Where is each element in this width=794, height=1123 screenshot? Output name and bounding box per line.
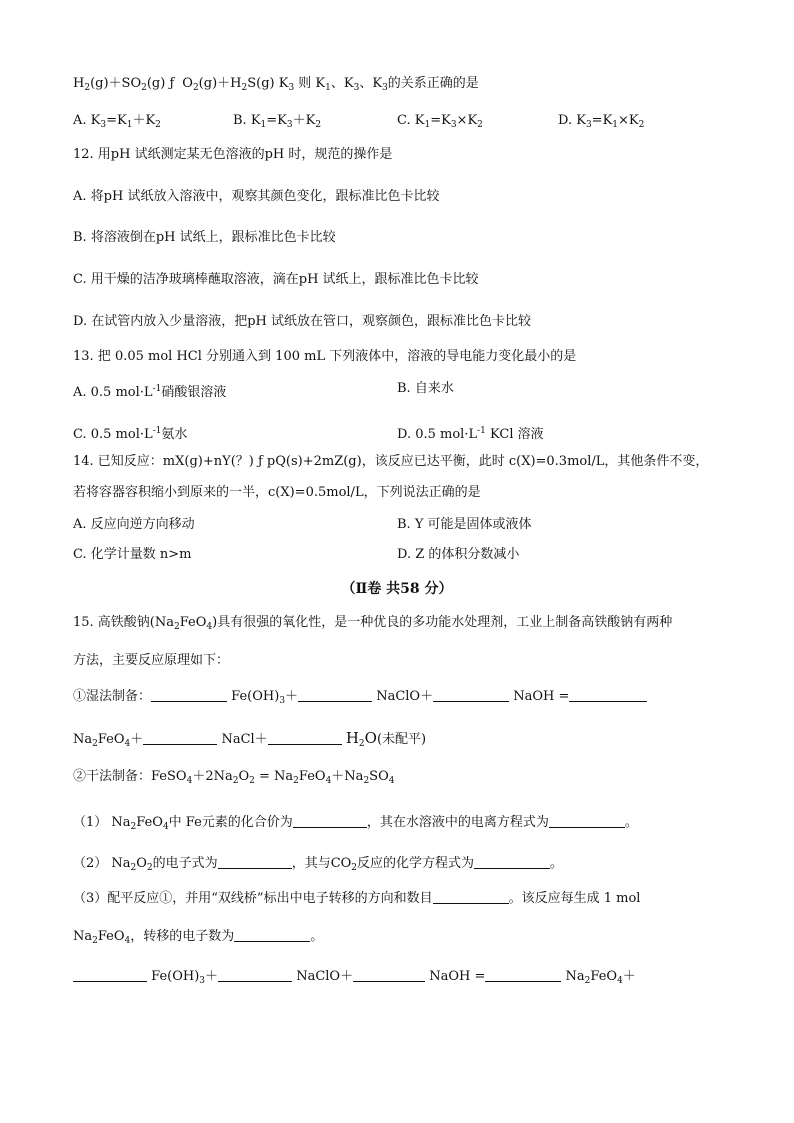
text: (g)＋H — [198, 76, 242, 91]
text: O — [136, 856, 147, 871]
text: =K — [591, 113, 613, 128]
subscript: 4 — [124, 739, 131, 749]
q14-stem-line2: 若将容器容积缩小到原来的一半，c(X)=0.5mol/L，下列说法正确的是 — [73, 485, 481, 500]
subscript: 2 — [146, 863, 153, 873]
subscript: 3 — [450, 120, 457, 130]
subscript: 2 — [174, 622, 180, 632]
subscript: 3 — [585, 120, 592, 130]
text: ，转移的电子数为 — [130, 929, 235, 944]
q15-part2 — [73, 855, 563, 877]
subscript: 4 — [388, 776, 395, 786]
text: S(g) K — [247, 76, 289, 91]
text: ×K — [456, 113, 478, 128]
q14-stem-line1: 14. 已知反应：mX(g)+nY(？) ƒ pQ(s)+2mZ(g)，该反应已达平衡，此时 c(X)=0.3mol/L，其他条件不变， — [73, 454, 709, 469]
text: （3）配平反应①，并用“双线桥”标出中电子转移的方向和数目 — [73, 891, 433, 906]
subscript: 2 — [293, 776, 299, 786]
text: )具有很强的氧化性，是一种优良的多功能水处理剂，工业上制备高铁酸钠有两种 — [212, 615, 673, 630]
text: ＋ — [205, 969, 219, 984]
text: 。该反应每生成 1 mol — [508, 891, 641, 906]
text: Na — [73, 732, 93, 747]
text: C. K — [397, 113, 425, 128]
subscript: 1 — [424, 120, 431, 130]
subscript: 2 — [241, 83, 248, 93]
text: =K — [430, 113, 451, 128]
subscript: 2 — [363, 776, 370, 786]
subscript: 2 — [477, 120, 483, 130]
text: = Na — [254, 769, 294, 784]
text: (g) ƒ — [146, 76, 175, 91]
text: NaClO＋ — [376, 689, 434, 704]
text: A. K — [73, 113, 101, 128]
text: (g)＋SO — [90, 76, 142, 91]
text: D. K — [558, 113, 586, 128]
text: 。 — [550, 856, 564, 871]
text: H — [73, 76, 85, 91]
text: 、K — [359, 76, 383, 91]
text: (OH) — [167, 969, 200, 984]
subscript: 2 — [92, 936, 98, 946]
q13-stem: 13. 把 0.05 mol HCl 分别通入到 100 mL 下列液体中，溶液的导电能力变化最小的是 — [73, 349, 577, 364]
superscript: -1 — [152, 426, 162, 436]
q15-part3 — [73, 890, 640, 908]
subscript: 2 — [130, 822, 137, 832]
subscript: 3 — [199, 976, 206, 986]
answer-blank[interactable] — [268, 731, 342, 745]
text: NaCl＋ — [221, 732, 268, 747]
text: (未配平) — [376, 732, 427, 747]
q13-option-c[interactable] — [73, 422, 187, 444]
q12-option-d[interactable]: D. 在试管内放入少量溶液，把pH 试纸放在管口，观察颜色，跟标准比色卡比较 — [73, 314, 532, 329]
answer-blank[interactable] — [293, 814, 367, 828]
subscript: 4 — [325, 776, 332, 786]
text: Fe — [151, 969, 168, 984]
text: 、K — [330, 76, 354, 91]
subscript: 4 — [206, 622, 213, 632]
subscript: 2 — [155, 120, 161, 130]
text: FeO — [179, 615, 207, 630]
q14-option-d[interactable]: D. Z 的体积分数减小 — [397, 547, 520, 562]
answer-blank[interactable] — [433, 688, 509, 702]
text: ，其在水溶液中的电离方程式为 — [366, 815, 549, 830]
text: H — [345, 729, 359, 747]
text: Fe — [231, 689, 248, 704]
text: FeO — [97, 929, 125, 944]
subscript: 2 — [84, 83, 91, 93]
text: 则 K — [294, 76, 326, 91]
q13-option-d[interactable] — [397, 422, 544, 444]
answer-blank[interactable] — [569, 688, 647, 702]
text: NaClO＋ — [296, 969, 354, 984]
text: Na — [73, 929, 93, 944]
superscript: -1 — [477, 426, 486, 436]
subscript: 3 — [279, 696, 286, 706]
subscript: 2 — [141, 83, 147, 93]
text: B. K — [233, 113, 261, 128]
q12-option-c[interactable]: C. 用干燥的洁净玻璃棒蘸取溶液，滴在pH 试纸上，跟标准比色卡比较 — [73, 272, 479, 287]
text: （2） Na — [73, 856, 131, 871]
text: FeO — [590, 969, 618, 984]
text: FeO — [136, 815, 163, 830]
q15-part3-cont — [73, 928, 323, 950]
subscript: 2 — [232, 776, 239, 786]
q15-balance-equation — [73, 968, 636, 990]
text: D. 0.5 mol·L — [397, 427, 478, 442]
text: C. 0.5 mol·L — [73, 427, 153, 442]
q11-option-a[interactable] — [73, 112, 161, 134]
q11-option-c[interactable] — [397, 112, 483, 134]
answer-blank[interactable] — [151, 688, 227, 702]
text: NaOH = — [429, 969, 486, 984]
q15-stem-line2: 方法，主要反应原理如下： — [73, 653, 230, 668]
subscript: 3 — [382, 83, 388, 93]
text: ，其与CO — [291, 856, 352, 871]
q15-part1 — [73, 814, 638, 836]
subscript: 1 — [260, 120, 267, 130]
text: 。 — [624, 815, 638, 830]
text: ①湿法制备： — [73, 689, 152, 704]
text: 。 — [310, 929, 324, 944]
text: O — [364, 729, 377, 747]
text: =K — [266, 113, 287, 128]
q13-option-a[interactable] — [73, 380, 226, 402]
answer-blank[interactable] — [298, 688, 372, 702]
text: 中 Fe元素的化合价为 — [168, 815, 293, 830]
subscript: 4 — [617, 976, 623, 986]
answer-blank[interactable] — [549, 814, 625, 828]
text: 15. 高铁酸钠(Na — [73, 615, 175, 630]
superscript: -1 — [152, 384, 162, 394]
text: 反应的化学方程式为 — [357, 856, 475, 871]
answer-blank[interactable] — [218, 855, 292, 869]
answer-blank[interactable] — [433, 890, 509, 904]
text: 硝酸银溶液 — [161, 385, 227, 400]
text: KCl 溶液 — [485, 427, 544, 442]
text: ＋2Na — [192, 769, 233, 784]
subscript: 2 — [358, 739, 365, 749]
text: (OH) — [247, 689, 280, 704]
subscript: 2 — [192, 83, 199, 93]
text: =K — [106, 113, 127, 128]
q12-stem: 12. 用pH 试纸测定某无色溶液的pH 时，规范的操作是 — [73, 147, 393, 162]
text: 的关系正确的是 — [387, 76, 479, 91]
q11-equation-line — [73, 75, 479, 97]
answer-blank[interactable] — [474, 855, 550, 869]
subscript: 2 — [351, 863, 358, 873]
subscript: 3 — [100, 120, 107, 130]
text: A. 0.5 mol·L — [73, 385, 153, 400]
subscript: 4 — [124, 936, 131, 946]
answer-blank[interactable] — [353, 968, 425, 982]
q14-option-a[interactable]: A. 反应向逆方向移动 — [73, 517, 195, 532]
q12-option-b[interactable]: B. 将溶液倒在pH 试纸上，跟标准比色卡比较 — [73, 230, 336, 245]
subscript: 2 — [638, 120, 645, 130]
text: ＋K — [292, 113, 316, 128]
text: ＋K — [132, 113, 156, 128]
text: ＋Na — [331, 769, 364, 784]
text: 氨水 — [161, 427, 188, 442]
subscript: 2 — [315, 120, 322, 130]
subscript: 1 — [126, 120, 133, 130]
subscript: 2 — [92, 739, 98, 749]
subscript: 4 — [186, 776, 193, 786]
text: ＋ — [130, 732, 144, 747]
q15-dry-method — [73, 768, 394, 790]
subscript: 1 — [325, 83, 331, 93]
text: Na — [565, 969, 585, 984]
text: ＋ — [285, 689, 299, 704]
answer-blank[interactable] — [485, 968, 561, 982]
text: ＋ — [622, 969, 636, 984]
q12-option-a[interactable]: A. 将pH 试纸放入溶液中，观察其颜色变化，跟标准比色卡比较 — [73, 189, 440, 204]
subscript: 4 — [162, 822, 169, 832]
subscript: 2 — [130, 863, 137, 873]
subscript: 2 — [249, 776, 255, 786]
q11-option-b[interactable] — [233, 112, 321, 134]
subscript: 3 — [288, 83, 295, 93]
text: 的电子式为 — [152, 856, 218, 871]
q15-wet-method-line2 — [73, 729, 426, 753]
subscript: 3 — [286, 120, 293, 130]
q13-option-b[interactable]: B. 自来水 — [397, 381, 454, 396]
subscript: 1 — [612, 120, 619, 130]
subscript: 2 — [584, 976, 591, 986]
q14-option-b[interactable]: B. Y 可能是固体或液体 — [397, 517, 532, 532]
answer-blank[interactable] — [218, 968, 292, 982]
q14-option-c[interactable]: C. 化学计量数 n>m — [73, 547, 192, 562]
answer-blank[interactable] — [234, 928, 310, 942]
text: O — [182, 76, 193, 91]
text: ×K — [618, 113, 639, 128]
answer-blank[interactable] — [73, 968, 147, 982]
text: O — [238, 769, 250, 784]
text: （1） Na — [73, 815, 131, 830]
text: SO — [369, 769, 389, 784]
text: ②干法制备：FeSO — [73, 769, 187, 784]
answer-blank[interactable] — [143, 731, 217, 745]
q11-option-d[interactable] — [558, 112, 644, 134]
text: NaOH = — [513, 689, 570, 704]
q15-wet-method-line1 — [73, 688, 647, 710]
subscript: 3 — [353, 83, 360, 93]
text: FeO — [298, 769, 326, 784]
q15-stem-line1 — [73, 614, 672, 636]
text: FeO — [97, 732, 125, 747]
section-heading: （Ⅱ卷 共58 分） — [341, 581, 453, 597]
